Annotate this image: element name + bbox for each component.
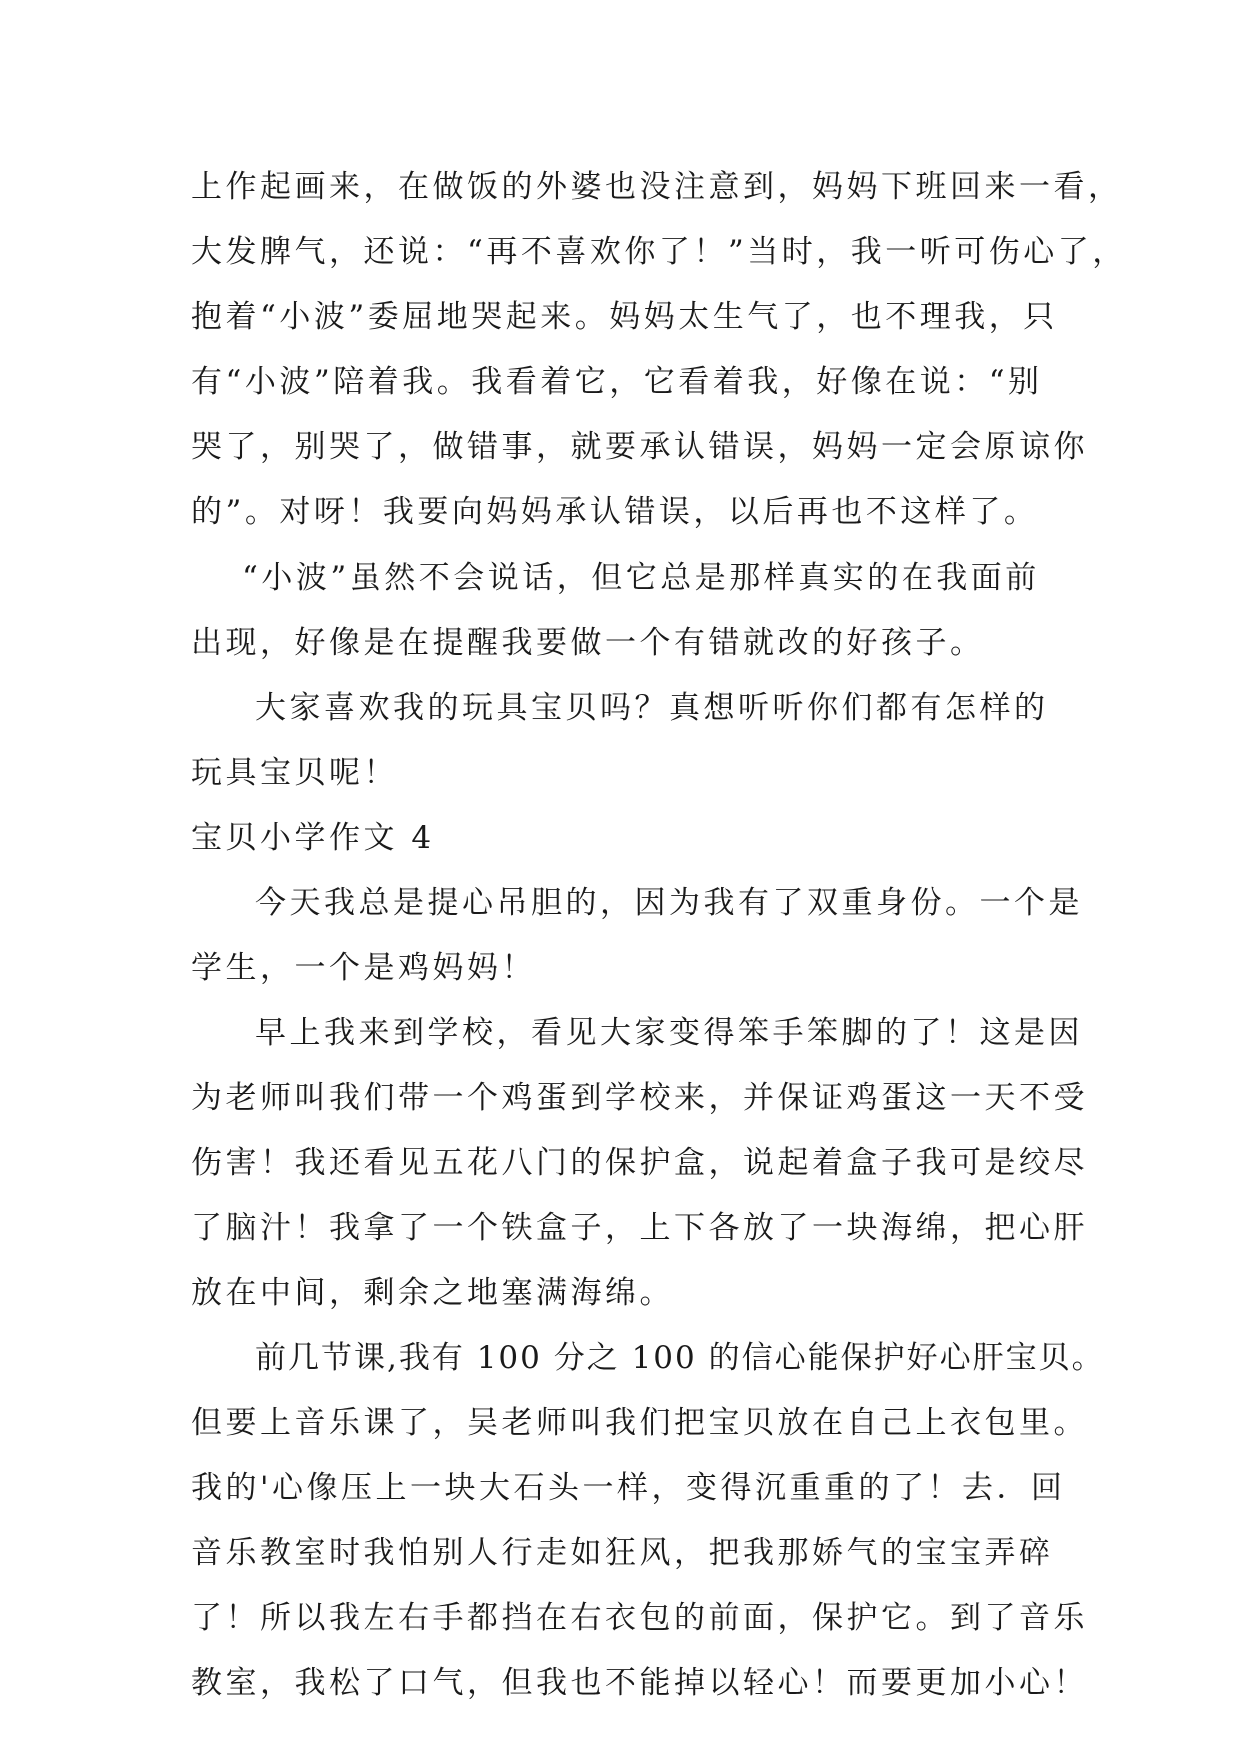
text-line: 有“小波”陪着我。我看着它，它看着我，好像在说：“别	[191, 364, 1043, 400]
text-line: 今天我总是提心吊胆的，因为我有了双重身份。一个是	[255, 885, 1083, 921]
text-line: 音乐教室时我怕别人行走如狂风，把我那娇气的宝宝弄碎	[191, 1535, 1054, 1571]
section-heading: 宝贝小学作文 4	[191, 820, 435, 856]
text-line: 大家喜欢我的玩具宝贝吗？真想听听你们都有怎样的	[255, 690, 1049, 726]
text-line: 放在中间，剩余之地塞满海绵。	[191, 1275, 674, 1311]
text-line: 我的'心像压上一块大石头一样，变得沉重重的了！去．回	[191, 1470, 1066, 1506]
text-line: 出现，好像是在提醒我要做一个有错就改的好孩子。	[191, 625, 985, 661]
text-line: 早上我来到学校，看见大家变得笨手笨脚的了！这是因	[255, 1015, 1083, 1051]
text-line: 了脑汁！我拿了一个铁盒子，上下各放了一块海绵，把心肝	[191, 1210, 1088, 1246]
text-line: 哭了，别哭了，做错事，就要承认错误，妈妈一定会原谅你	[191, 429, 1088, 465]
text-line: 了！所以我左右手都挡在右衣包的前面，保护它。到了音乐	[191, 1600, 1088, 1636]
text-line: 学生，一个是鸡妈妈！	[191, 950, 536, 986]
text-line: “小波”虽然不会说话，但它总是那样真实的在我面前	[242, 560, 1040, 596]
text-line: 的”。对呀！我要向妈妈承认错误，以后再也不这样了。	[191, 494, 1039, 530]
text-line: 为老师叫我们带一个鸡蛋到学校来，并保证鸡蛋这一天不受	[191, 1080, 1088, 1116]
text-line: 但要上音乐课了，吴老师叫我们把宝贝放在自己上衣包里。	[191, 1405, 1088, 1441]
text-line: 前几节课,我有 100 分之 100 的信心能保护好心肝宝贝。	[255, 1340, 1105, 1376]
text-line: 抱着“小波”委屈地哭起来。妈妈太生气了，也不理我，只	[191, 299, 1058, 335]
text-line: 上作起画来，在做饭的外婆也没注意到，妈妈下班回来一看，	[191, 169, 1123, 205]
text-line: 大发脾气，还说：“再不喜欢你了！”当时，我一听可伤心了，	[191, 234, 1127, 270]
text-line: 伤害！我还看见五花八门的保护盒，说起着盒子我可是绞尽	[191, 1145, 1088, 1181]
text-line: 玩具宝贝呢！	[191, 755, 398, 791]
text-line: 教室，我松了口气，但我也不能掉以轻心！而要更加小心！	[191, 1665, 1088, 1701]
